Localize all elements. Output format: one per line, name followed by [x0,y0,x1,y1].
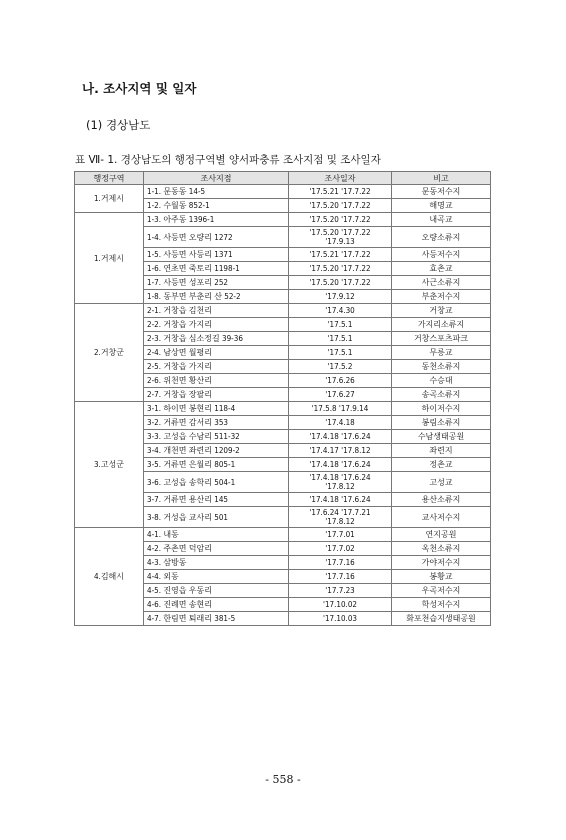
site-cell: 1-4. 사등면 오량리 1272 [144,227,289,248]
date-value: '17.9.12 [325,292,355,301]
survey-sites-table [74,171,491,626]
table-caption: 표 Ⅶ- 1. 경상남도의 행정구역별 양서파충류 조사지점 및 조사일자 [75,154,381,166]
date-value: '17.4.18 '17.6.24 [309,460,371,469]
date-cell [289,556,392,570]
date-value: '17.7.16 [325,572,355,581]
site-cell: 1-5. 사등면 사등리 1371 [144,248,289,262]
date-cell [289,416,392,430]
date-value: '17.7.01 [325,530,355,539]
table-row [75,185,491,199]
site-cell: 1-3. 아주동 1396-1 [144,213,289,227]
date-cell [289,493,392,507]
date-cell [289,444,392,458]
date-cell [289,528,392,542]
page-number: - 558 - [265,773,301,786]
date-cell [289,472,392,493]
date-value: '17.5.20 '17.7.22 [309,201,371,210]
date-value: '17.5.1 [327,334,353,343]
date-cell [289,304,392,318]
date-value: '17.5.2 [327,362,353,371]
note-cell: 고성교 [392,472,491,493]
date-cell [289,318,392,332]
site-cell: 3-2. 거류면 감서리 353 [144,416,289,430]
date-cell [289,332,392,346]
table-body [75,185,491,626]
date-cell [289,584,392,598]
date-cell [289,346,392,360]
site-cell: 1-1. 문동동 14-5 [144,185,289,199]
date-value: '17.9.13 [325,237,355,246]
date-value: '17.5.20 '17.7.22 [309,264,371,273]
site-cell: 3-6. 고성읍 송학리 504-1 [144,472,289,493]
note-cell: 부춘저수지 [392,290,491,304]
header-date: 조사일자 [289,172,392,185]
section-heading: 나. 조사지역 및 일자 [82,81,197,96]
date-cell [289,402,392,416]
district-cell: 4.김해시 [75,528,144,626]
site-cell: 2-7. 거창읍 장팔리 [144,388,289,402]
note-cell: 교사저수지 [392,507,491,528]
date-cell [289,430,392,444]
date-value: '17.5.21 '17.7.22 [309,187,371,196]
date-cell [289,612,392,626]
date-cell [289,507,392,528]
table-row [75,402,491,416]
date-value: '17.8.12 [325,517,355,526]
date-cell [289,227,392,248]
note-cell: 내곡교 [392,213,491,227]
site-cell: 4-1. 내동 [144,528,289,542]
date-cell [289,360,392,374]
site-cell: 3-1. 하이면 봉현리 118-4 [144,402,289,416]
note-cell: 정촌교 [392,458,491,472]
subheading: (1) 경상남도 [86,118,151,132]
site-cell: 1-8. 동부면 부춘리 산 52-2 [144,290,289,304]
site-cell: 3-4. 개천면 좌련리 1209-2 [144,444,289,458]
date-cell [289,388,392,402]
table-row [75,304,491,318]
district-cell: 1.거제시 [75,213,144,304]
date-cell [289,570,392,584]
date-cell [289,185,392,199]
note-cell: 수남생태공원 [392,430,491,444]
site-cell: 1-6. 연초면 죽토리 1198-1 [144,262,289,276]
note-cell: 무릉교 [392,346,491,360]
note-cell: 화포천습지생태공원 [392,612,491,626]
date-cell [289,290,392,304]
date-value: '17.5.21 '17.7.22 [309,250,371,259]
site-cell: 1-7. 사등면 성포리 252 [144,276,289,290]
site-cell: 3-7. 거류면 용산리 145 [144,493,289,507]
date-value: '17.6.24 '17.7.21 [309,508,371,517]
date-cell [289,542,392,556]
date-cell [289,276,392,290]
date-value: '17.4.18 '17.6.24 [309,432,371,441]
site-cell: 4-7. 한림면 퇴래리 381-5 [144,612,289,626]
date-value: '17.8.12 [325,482,355,491]
site-cell: 4-2. 주촌면 덕암리 [144,542,289,556]
date-cell [289,213,392,227]
date-value: '17.7.23 [325,586,355,595]
note-cell: 사등저수지 [392,248,491,262]
date-value: '17.5.20 '17.7.22 [309,215,371,224]
date-value: '17.10.03 [322,614,357,623]
note-cell: 효촌교 [392,262,491,276]
note-cell: 용산소류지 [392,493,491,507]
site-cell: 2-4. 남상면 월평리 [144,346,289,360]
note-cell: 우곡저수지 [392,584,491,598]
date-value: '17.6.27 [325,390,355,399]
site-cell: 2-5. 거창읍 가지리 [144,360,289,374]
note-cell: 해명교 [392,199,491,213]
note-cell: 거창스포츠파크 [392,332,491,346]
date-cell [289,374,392,388]
date-value: '17.4.17 '17.8.12 [309,446,371,455]
table-row [75,528,491,542]
site-cell: 4-5. 진영읍 우동리 [144,584,289,598]
site-cell: 3-5. 거류면 은월리 805-1 [144,458,289,472]
date-value: '17.4.30 [325,306,355,315]
district-cell: 2.거창군 [75,304,144,402]
date-value: '17.7.16 [325,558,355,567]
site-cell: 2-3. 거창읍 심소정길 39-36 [144,332,289,346]
note-cell: 가야저수지 [392,556,491,570]
site-cell: 3-3. 고성읍 수남리 511-32 [144,430,289,444]
site-cell: 2-6. 위천면 황산리 [144,374,289,388]
date-value: '17.5.1 [327,320,353,329]
date-cell [289,598,392,612]
date-value: '17.5.8 '17.9.14 [311,404,369,413]
date-value: '17.6.26 [325,376,355,385]
note-cell: 오량소류지 [392,227,491,248]
site-cell: 2-1. 거창읍 김천리 [144,304,289,318]
note-cell: 연지공원 [392,528,491,542]
site-cell: 3-8. 거성읍 교사리 501 [144,507,289,528]
table-header [75,172,491,185]
site-cell: 4-4. 외동 [144,570,289,584]
date-value: '17.5.20 '17.7.22 [309,228,371,237]
note-cell: 수승대 [392,374,491,388]
date-cell [289,262,392,276]
note-cell: 옥천소류지 [392,542,491,556]
site-cell: 4-3. 삼방동 [144,556,289,570]
table-header-row [75,172,491,185]
note-cell: 동천소류지 [392,360,491,374]
date-value: '17.10.02 [322,600,357,609]
header-district: 행정구역 [75,172,144,185]
date-value: '17.5.1 [327,348,353,357]
note-cell: 문동저수지 [392,185,491,199]
note-cell: 송곡소류지 [392,388,491,402]
note-cell: 가지리소류지 [392,318,491,332]
note-cell: 사근소류지 [392,276,491,290]
note-cell: 거창교 [392,304,491,318]
table-row [75,213,491,227]
date-value: '17.5.20 '17.7.22 [309,278,371,287]
date-value: '17.7.02 [325,544,355,553]
date-cell [289,248,392,262]
date-cell [289,458,392,472]
note-cell: 봉황교 [392,570,491,584]
site-cell: 4-6. 진례면 송현리 [144,598,289,612]
note-cell: 학성저수지 [392,598,491,612]
note-cell: 하이저수지 [392,402,491,416]
header-site: 조사지점 [144,172,289,185]
date-value: '17.4.18 '17.6.24 [309,495,371,504]
district-cell: 1.거제시 [75,185,144,213]
header-note: 비고 [392,172,491,185]
date-cell [289,199,392,213]
site-cell: 1-2. 수월동 852-1 [144,199,289,213]
site-cell: 2-2. 거창읍 가지리 [144,318,289,332]
note-cell: 좌련지 [392,444,491,458]
date-value: '17.4.18 '17.6.24 [309,473,371,482]
note-cell: 봉림소류지 [392,416,491,430]
district-cell: 3.고성군 [75,402,144,528]
date-value: '17.4.18 [325,418,355,427]
